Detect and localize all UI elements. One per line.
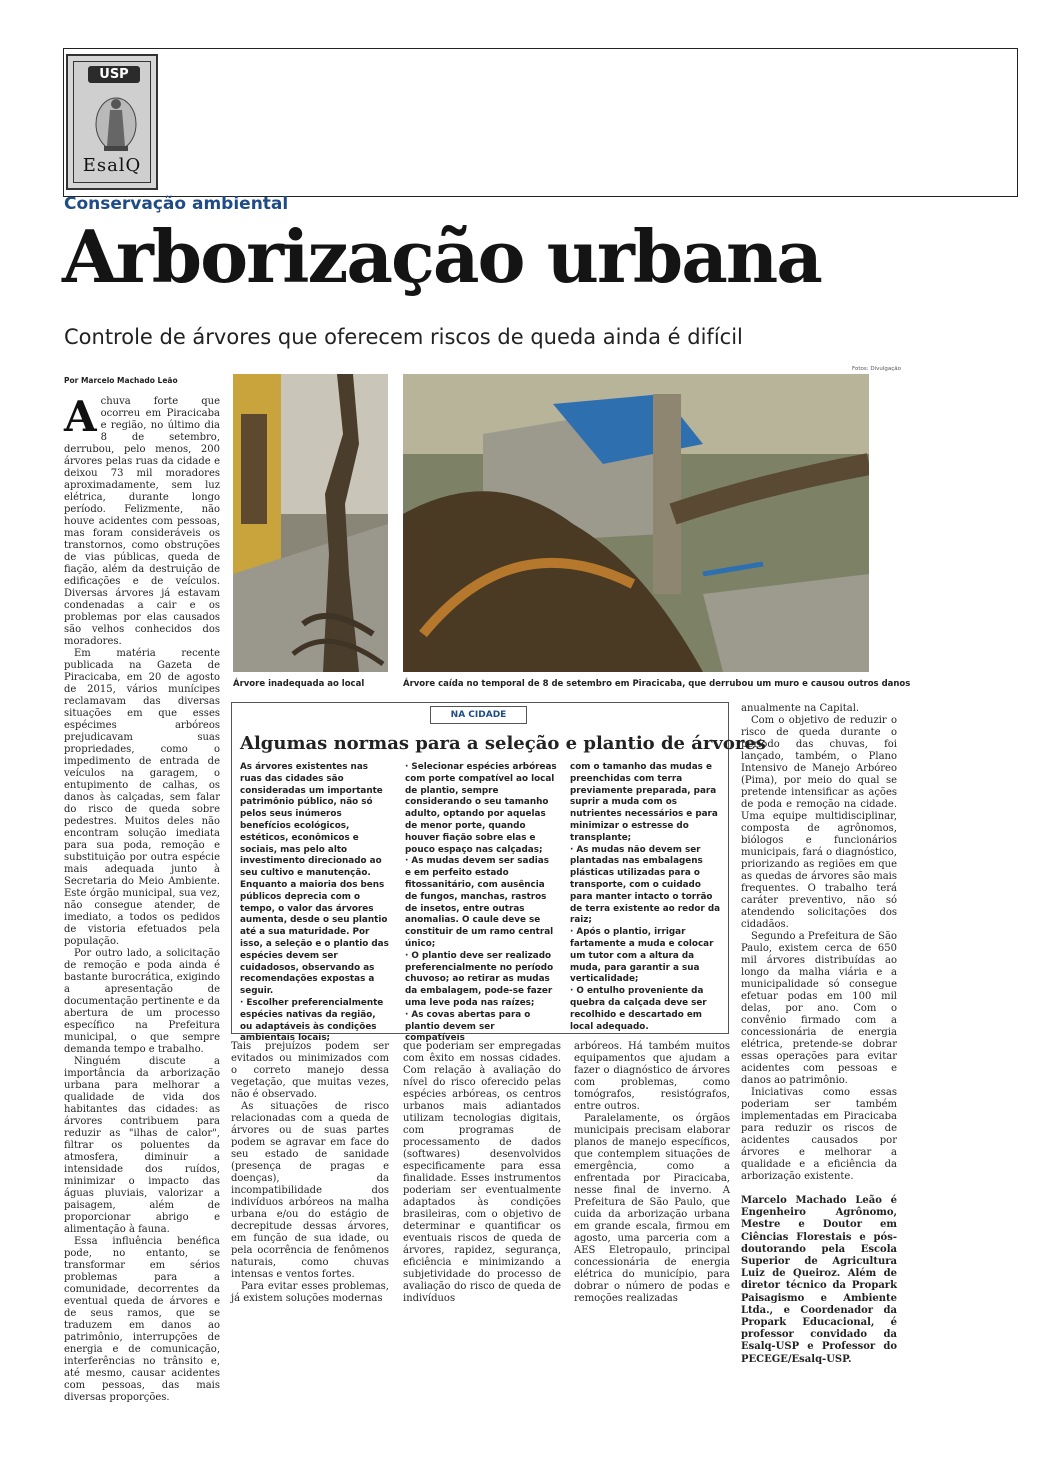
box-c2-text-2: · As mudas devem ser sadias e em perfeito estado fitossanitário, com ausência de fungos, manchas, rastros de insetos, entre outras anomalias. O caule deve se constituir de um ramo central único; [405,856,554,949]
box-column-2 [405,762,557,1045]
box-c3-text-4: · O entulho proveniente da quebra da calçada deve ser recolhido e descartado em local adequado. [570,986,707,1032]
box-c2-text-1: · Selecionar espécies arbóreas com porte compatível ao local de plantio, sempre considerando o seu tamanho adulto, optando por aquelas de menor porte, quando houver fiação sobre elas e pouco espaço nas calçadas; [405,762,557,855]
box-c1-text-1: As árvores existentes nas ruas das cidades são consideradas um importante patrimônio público, não só pelos seus inúmeros benefícios ecológicos, estéticos, econômicos e sociais, mas pelo alto investimento direcionado ao seu cultivo e manutenção. Enquanto a maioria dos bens públicos deprecia com o tempo, o valor das árvores aumenta, desde o seu plantio até a sua maturidade. Por isso, a seleção e o plantio das espécies devem ser cuidadosos, observando as recomendações expostas a seguir. [240,762,389,997]
col2-paragraph-3: Para evitar esses problemas, já existem soluções modernas [231,1281,389,1304]
box-column-1 [240,762,390,1045]
col1-paragraph-4: Ninguém discute a importância da arborização urbana para melhorar a qualidade de vida dos habitantes das cidades: as árvores contribuem para reduzir as "ilhas de calor", filtrar os poluentes da atmosfera, diminuir a intensidade dos ruídos, minimizar o impacto das águas pluviais, valorizar a paisagem, além de proporcionar abrigo e alimentação à fauna. [64,1056,220,1235]
drop-cap: A [64,392,97,441]
col3-paragraph-1: que poderiam ser empregadas com êxito em nossas cidades. Com relação à avaliação do nível do risco oferecido pelas espécies arbóreas, os centros urbanos mais adiantados utilizam tecnologias digitais, com programas de processamento de dados (softwares) desenvolvidos especificamente para essa finalidade. Esses instrumentos poderiam ser eventualmente adaptados às condições brasileiras, com o objetivo de determinar e quantificar os eventuais riscos de queda de árvores, rapidez, segurança, eficiência e minimizando a subjetividade do processo de avaliação do risco de queda de indivíduos [403,1041,561,1304]
section-label: Conservação ambiental [64,194,289,214]
author-bio: Marcelo Machado Leão é Engenheiro Agrônomo, Mestre e Doutor em Ciências Florestais e pós-doutorando pela Escola Superior de Agricultura Luiz de Queiroz. Além de diretor técnico da Propark Paisagismo e Ambiente Ltda., e Coordenador da Propark Educacional, é professor convidado da Esalq-USP e Professor do PECEGE/Esalq-USP. [741,1195,897,1365]
article-column-3 [403,1041,561,1305]
caption-right: Árvore caída no temporal de 8 de setembro em Piracicaba, que derrubou um muro e causou outros danos [403,679,911,689]
col4-paragraph-2: Paralelamente, os órgãos municipais precisam elaborar planos de manejo específicos, que contemplem situações de emergência, como a enfrentada por Piracicaba, nesse final de inverno. A Prefeitura de São Paulo, que cuida da arborização urbana em grande escala, firmou em agosto, uma parceria com a AES Eletropaulo, principal concessionária de energia elétrica do município, para dobrar o número de podas e remoções realizadas [574,1113,730,1304]
photo-tree-sidewalk [233,374,388,672]
article-column-2 [231,1041,389,1305]
header-frame [63,48,1018,197]
article-column-5 [741,703,897,1366]
box-tag: NA CIDADE [430,706,527,724]
box-title: Algumas normas para a seleção e plantio de árvores [240,733,766,754]
col5-paragraph-2: Com o objetivo de reduzir o risco de queda durante o período das chuvas, foi lançado, também, o Plano Intensivo de Manejo Arbóreo (Pima), por meio do qual se pretende intensificar as ações de poda e remoção na cidade. Uma equipe multidisciplinar, composta de agrônomos, biólogos e funcionários municipais, fará o diagnóstico, priorizando as regiões em que as quedas de árvores são mais frequentes. O trabalho terá caráter preventivo, não só atendendo solicitações dos cidadãos. [741,715,897,930]
logo-usp-text: USP [88,66,140,83]
photo-credit: Fotos: Divulgação [852,366,901,372]
box-column-3 [570,762,722,1033]
byline: Por Marcelo Machado Leão [64,376,178,385]
statue-icon [92,88,140,154]
col1-paragraph-5: Essa influência benéfica pode, no entanto, se transformar em sérios problemas para a comunidade, decorrentes da eventual queda de árvores e de seus ramos, que se traduzem em danos ao patrimônio, interrupções de energia e de comunicação, interferências no trânsito e, até mesmo, causar acidentes com pessoas, das mais diversas proporções. [64,1236,220,1403]
article-column-4 [574,1041,730,1305]
usp-esalq-logo [66,54,158,190]
box-c3-text-3: · Após o plantio, irrigar fartamente a muda e colocar um tutor com a altura da muda, para garantir a sua verticalidade; [570,927,714,985]
col1-paragraph-3: Por outro lado, a solicitação de remoção e poda ainda é bastante burocrática, exigindo a apresentação de documentação pertinente e da abertura de um processo específico na Prefeitura municipal, o que sempre demanda tempo e trabalho. [64,948,220,1055]
col1-paragraph-1: chuva forte que ocorreu em Piracicaba e região, no último dia 8 de setembro, derrubou, pelo menos, 200 árvores pelas ruas da cidade e deixou 73 mil moradores aproximadamente, sem luz elétrica, durante longo período. Felizmente, não houve acidentes com pessoas, mas foram consideráveis os transtornos, como obstruções de vias públicas, queda de fiação, além da destruição de edificações e de veículos. Diversas árvores já estavam condenadas a cair e os problemas por elas causados são velhos conhecidos dos moradores. [64,396,220,647]
headline: Arborização urbana [62,214,821,299]
box-c2-text-4: · As covas abertas para o plantio devem ser compatíveis [405,1009,531,1044]
box-c2-text-3: · O plantio deve ser realizado preferencialmente no período chuvoso; ao retirar as mudas da embalagem, pode-se fazer uma leve poda nas raízes; [405,950,554,1008]
col2-paragraph-2: As situações de risco relacionadas com a queda de árvores ou de suas partes podem se agravar em face do seu estado de sanidade (presença de pragas e doenças), da incompatibilidade dos indivíduos arbóreos na malha urbana e/ou do estágio de decrepitude dessas árvores, em função de sua idade, ou pela ocorrência de fenômenos naturais, como chuvas intensas e ventos fortes. [231,1101,389,1280]
col4-paragraph-1: arbóreos. Há também muitos equipamentos que ajudam a fazer o diagnóstico de árvores com problemas, como tomógrafos, resistógrafos, entre outros. [574,1041,730,1112]
box-c3-text-1: com o tamanho das mudas e preenchidas com terra previamente preparada, para suprir a muda com os nutrientes necessários e para minimizar o estresse do transplante; [570,762,718,843]
box-c1-text-2: · Escolher preferencialmente espécies nativas da região, ou adaptáveis às condições ambientais locais; [240,997,384,1044]
col5-paragraph-4: Iniciativas como essas poderiam ser também implementadas em Piracicaba para reduzir os riscos de acidentes causados por árvores e melhorar a qualidade e a eficiência da arborização existente. [741,1087,897,1182]
col1-paragraph-2: Em matéria recente publicada na Gazeta de Piracicaba, em 20 de agosto de 2015, vários munícipes reclamavam das diversas situações em que esses espécimes arbóreos prejudicavam suas propriedades, como o impedimento de entrada de veículos na garagem, o entupimento de calhas, os danos às calçadas, sem falar do risco de queda sobre pedestres. Muitos deles não encontram solução imediata para sua poda, remoção e substituição por outra espécie mais adequada junto à Secretaria do Meio Ambiente. Este órgão municipal, sua vez, não consegue atender, de imediato, a todos os pedidos de vistoria efetuados pela população. [64,648,220,947]
article-column-1 [64,392,220,1404]
logo-esalq-text: EsalQ [82,155,142,176]
caption-left: Árvore inadequada ao local [233,679,365,689]
box-c3-text-2: · As mudas não devem ser plantadas nas embalagens plásticas utilizadas para o transporte, com o cuidado para manter intacto o torrão de terra existente ao redor da raiz; [570,844,721,926]
col2-paragraph-1: Tais prejuízos podem ser evitados ou minimizados com o correto manejo dessa vegetação, que muitas vezes, não é observado. [231,1041,389,1100]
col5-paragraph-3: Segundo a Prefeitura de São Paulo, existem cerca de 650 mil árvores distribuídas ao longo da malha viária e a municipalidade só consegue efetuar podas em 100 mil delas, por ano. Com o convênio firmado com a concessionária de energia elétrica, pretende-se dobrar essas operações para evitar acidentes com pessoas e danos ao patrimônio. [741,931,897,1086]
col5-paragraph-1: anualmente na Capital. [741,703,860,714]
subheadline: Controle de árvores que oferecem riscos de queda ainda é difícil [64,325,743,349]
photo-fallen-tree [403,374,869,672]
